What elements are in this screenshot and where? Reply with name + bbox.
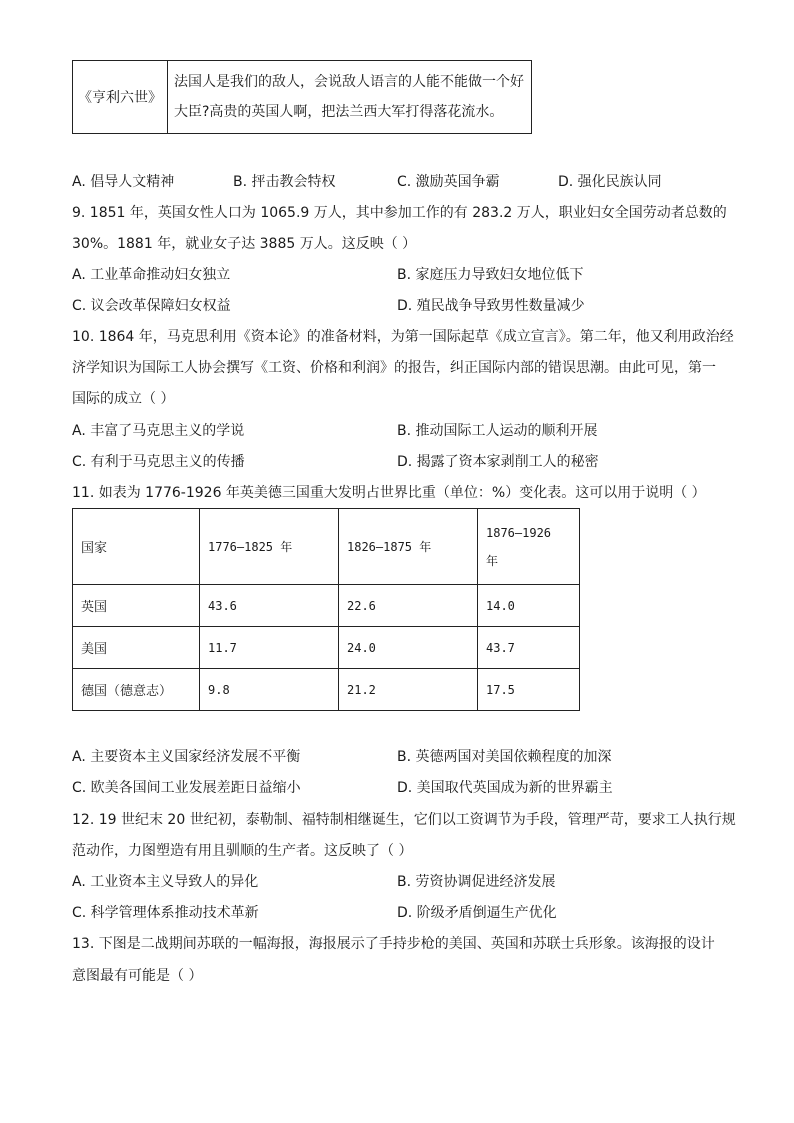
q12-stem-line1: 12. 19 世纪末 20 世纪初，泰勒制、福特制相继诞生，它们以工资调节为手段，管理严苛，要求工人执行规 [72,812,736,828]
table-row [73,669,580,711]
header-period-2: 1826—1875 年 [339,509,478,585]
q11-option-b: B. 英德两国对美国依赖程度的加深 [397,749,612,765]
q12-option-a: A. 工业资本主义导致人的异化 [72,874,259,890]
cell-value: 14.0 [478,585,580,627]
quote-text-line1: 法国人是我们的敌人，会说敌人语言的人能不能做一个好 [174,74,524,90]
q12-stem-line2: 范动作，力图塑造有用且驯顺的生产者。这反映了（ ） [72,843,413,859]
q10-option-b: B. 推动国际工人运动的顺利开展 [397,423,598,439]
q10-stem-line1: 10. 1864 年，马克思利用《资本论》的准备材料，为第一国际起草《成立宣言》。第二年，他又利用政治经 [72,329,734,345]
quote-text [168,61,532,134]
cell-value: 9.8 [200,669,339,711]
q9-stem-line2: 30%。1881 年，就业女子达 3885 万人。这反映（ ） [72,236,417,252]
q12-option-b: B. 劳资协调促进经济发展 [397,874,556,890]
q10-option-c: C. 有利于马克思主义的传播 [72,454,245,470]
q11-option-c: C. 欧美各国间工业发展差距日益缩小 [72,780,301,796]
q10-option-d: D. 揭露了资本家剥削工人的秘密 [397,454,599,470]
q11-stem-line1: 11. 如表为 1776-1926 年英美德三国重大发明占世界比重（单位：%）变化表。这可以用于说明（ ） [72,485,706,501]
header-period-3-line2: 年 [486,553,499,568]
cell-value: 17.5 [478,669,580,711]
table-header-row [73,509,580,585]
q12-option-d: D. 阶级矛盾倒逼生产优化 [397,905,557,921]
cell-value: 11.7 [200,627,339,669]
header-period-3 [478,509,580,585]
cell-value: 43.7 [478,627,580,669]
cell-value: 21.2 [339,669,478,711]
quote-text-line2: 大臣?高贵的英国人啊，把法兰西大军打得落花流水。 [174,104,504,120]
q9-option-d: D. 殖民战争导致男性数量减少 [397,298,585,314]
q9-option-a: A. 工业革命推动妇女独立 [72,267,231,283]
cell-country: 德国（德意志） [73,669,200,711]
header-country: 国家 [73,509,200,585]
q11-option-a: A. 主要资本主义国家经济发展不平衡 [72,749,301,765]
q8-option-c: C. 激励英国争霸 [397,174,500,190]
invention-share-table [72,508,580,711]
q9-stem-line1: 9. 1851 年，英国女性人口为 1065.9 万人，其中参加工作的有 283.2 万人，职业妇女全国劳动者总数的 [72,205,727,221]
q13-stem-line2: 意图最有可能是（ ） [72,968,203,984]
table-row [73,627,580,669]
header-period-3-line1: 1876—1926 [486,525,552,540]
q8-option-d: D. 强化民族认同 [558,174,662,190]
q12-option-c: C. 科学管理体系推动技术革新 [72,905,259,921]
q10-stem-line2: 济学知识为国际工人协会撰写《工资、价格和利润》的报告，纠正国际内部的错误思潮。由此可见，第一 [72,360,716,376]
quote-table [72,60,532,134]
q10-option-a: A. 丰富了马克思主义的学说 [72,423,245,439]
cell-value: 22.6 [339,585,478,627]
cell-country: 美国 [73,627,200,669]
q11-option-d: D. 美国取代英国成为新的世界霸主 [397,780,613,796]
cell-value: 43.6 [200,585,339,627]
header-period-1: 1776—1825 年 [200,509,339,585]
q9-option-c: C. 议会改革保障妇女权益 [72,298,231,314]
q10-stem-line3: 国际的成立（ ） [72,391,175,407]
quote-source: 《亨利六世》 [73,61,168,134]
q8-option-b: B. 抨击教会特权 [233,174,336,190]
cell-value: 24.0 [339,627,478,669]
q13-stem-line1: 13. 下图是二战期间苏联的一幅海报，海报展示了手持步枪的美国、英国和苏联士兵形象。该海报的设计 [72,936,715,952]
table-row [73,585,580,627]
q9-option-b: B. 家庭压力导致妇女地位低下 [397,267,584,283]
q8-option-a: A. 倡导人文精神 [72,174,175,190]
cell-country: 英国 [73,585,200,627]
